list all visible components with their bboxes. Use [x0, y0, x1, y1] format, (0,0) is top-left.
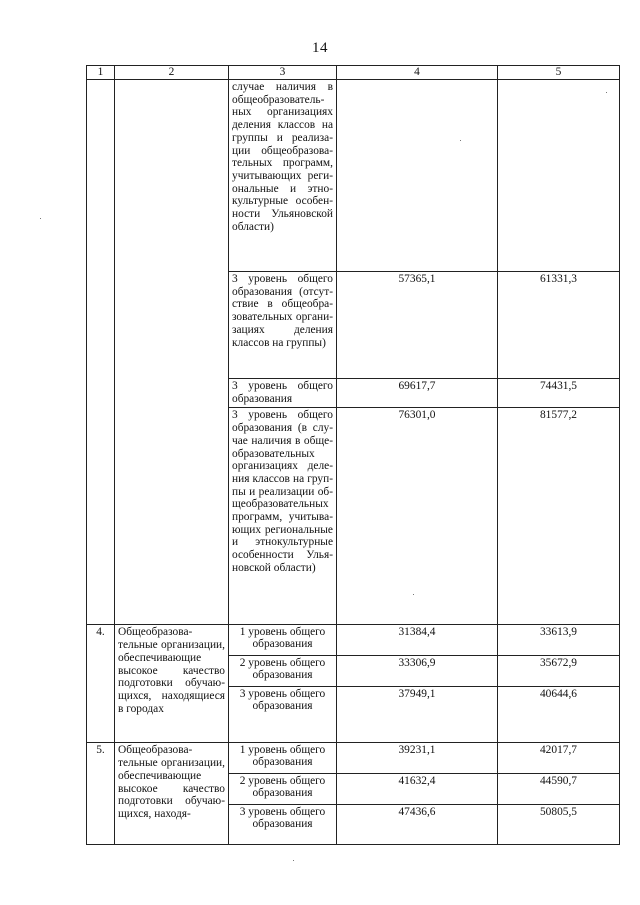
value-col4: 33306,9	[337, 656, 498, 687]
number-cell: 5.	[87, 743, 115, 845]
header-col-5: 5	[498, 66, 620, 80]
category-cell: 3 уровень общего образования	[229, 379, 337, 408]
level-cell: 1 уровень общего образования	[229, 625, 337, 656]
header-row	[87, 66, 620, 80]
value-col5: 74431,5	[498, 379, 620, 408]
scan-speck	[293, 860, 294, 861]
organization-cell: Общеобразовательные организации, обеспечивающие высокое качество подготовки обучающихся, находящиеся в городах	[115, 625, 229, 743]
scan-speck	[606, 92, 607, 93]
value-col5: 40644,6	[498, 687, 620, 743]
value-col4	[337, 80, 498, 272]
number-cell	[87, 80, 115, 625]
value-col5: 61331,3	[498, 272, 620, 379]
value-col4: 37949,1	[337, 687, 498, 743]
category-cell: случае наличия в общеобразовательных организациях деления классов на группы и реализации общеобразовательных программ, учитывающих региональные и этнокультурные особенности Ульяновской области)	[229, 80, 337, 272]
table-row	[87, 625, 620, 656]
header-col-2: 2	[115, 66, 229, 80]
level-cell: 3 уровень общего образования	[229, 805, 337, 845]
scan-speck	[40, 218, 41, 219]
page-number: 14	[312, 40, 328, 56]
scan-speck	[460, 140, 461, 141]
value-col5: 50805,5	[498, 805, 620, 845]
level-cell: 2 уровень общего образования	[229, 774, 337, 805]
value-col4: 47436,6	[337, 805, 498, 845]
value-col5: 44590,7	[498, 774, 620, 805]
header-col-3: 3	[229, 66, 337, 80]
table-row	[87, 743, 620, 774]
value-col5: 33613,9	[498, 625, 620, 656]
category-cell: 3 уровень общего образования (в случае наличия в общеобразовательных организациях деления классов на группы и реализации общеобразовательных программ, учитывающих региональные и этнокультурные особенности Ульяновской области)	[229, 408, 337, 625]
value-col4: 57365,1	[337, 272, 498, 379]
level-cell: 2 уровень общего образования	[229, 656, 337, 687]
header-col-1: 1	[87, 66, 115, 80]
value-col4: 31384,4	[337, 625, 498, 656]
header-col-4: 4	[337, 66, 498, 80]
table-row	[87, 80, 620, 272]
tariff-table	[86, 65, 620, 845]
scan-speck	[413, 594, 414, 595]
level-cell: 3 уровень общего образования	[229, 687, 337, 743]
category-cell: 3 уровень общего образования (отсутствие в общеобразовательных организациях деления классов на группы)	[229, 272, 337, 379]
value-col5: 35672,9	[498, 656, 620, 687]
value-col5	[498, 80, 620, 272]
value-col5: 42017,7	[498, 743, 620, 774]
value-col4: 39231,1	[337, 743, 498, 774]
organization-cell: Общеобразовательные организации, обеспечивающие высокое качество подготовки обучающихся, находя-	[115, 743, 229, 845]
value-col4: 69617,7	[337, 379, 498, 408]
value-col4: 76301,0	[337, 408, 498, 625]
organization-cell	[115, 80, 229, 625]
level-cell: 1 уровень общего образования	[229, 743, 337, 774]
value-col4: 41632,4	[337, 774, 498, 805]
value-col5: 81577,2	[498, 408, 620, 625]
number-cell: 4.	[87, 625, 115, 743]
